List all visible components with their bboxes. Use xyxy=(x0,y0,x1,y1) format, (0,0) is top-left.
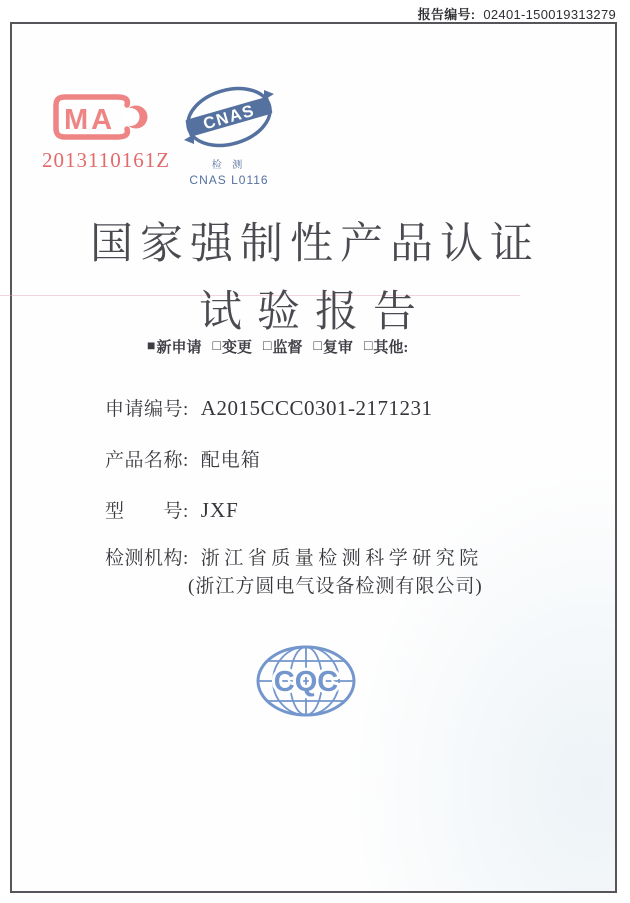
apptype-other-label: 其他: xyxy=(373,340,409,356)
apptype-review xyxy=(313,336,352,357)
application-number-value: A2015CCC0301-2171231 xyxy=(200,396,433,420)
apptype-new-label: 新申请 xyxy=(156,340,202,356)
apptype-change-label: 变更 xyxy=(221,340,252,356)
apptype-supervision-label: 监督 xyxy=(272,340,303,356)
test-org-value: 浙江省质量检测科学研究院 xyxy=(200,548,483,569)
checked-checkbox-icon: ■ xyxy=(147,338,156,354)
apptype-other xyxy=(364,336,408,357)
cma-letters: MA xyxy=(64,104,116,136)
application-type-row xyxy=(147,336,408,357)
test-org-subsidiary-value: (浙江方圆电气设备检测有限公司) xyxy=(188,576,483,597)
report-number-value: 02401-150019313279 xyxy=(483,7,616,22)
model-label: 型 号: xyxy=(105,501,189,522)
apptype-review-label: 复审 xyxy=(322,340,353,356)
cqc-letters: CQC xyxy=(273,666,339,698)
apptype-supervision xyxy=(263,336,302,357)
field-model xyxy=(105,496,239,523)
report-number xyxy=(418,4,616,23)
cnas-band-text: CNAS xyxy=(201,101,257,134)
unchecked-checkbox-icon: □ xyxy=(313,338,322,354)
product-name-value: 配电箱 xyxy=(200,450,261,471)
unchecked-checkbox-icon: □ xyxy=(212,338,221,354)
report-title-line1: 国家强制性产品认证 xyxy=(90,221,540,268)
cqc-globe-icon xyxy=(254,643,358,721)
report-title-line2: 试验报告 xyxy=(199,289,431,336)
model-value: JXF xyxy=(200,498,239,522)
apptype-change xyxy=(212,336,251,357)
report-number-label: 报告编号: xyxy=(417,7,476,22)
application-number-label: 申请编号: xyxy=(105,399,189,420)
apptype-new xyxy=(147,336,201,357)
cnas-mark xyxy=(181,84,277,187)
unchecked-checkbox-icon: □ xyxy=(363,338,373,354)
unchecked-checkbox-icon: □ xyxy=(262,338,272,354)
cnas-lab-code: CNAS L0116 xyxy=(189,173,269,187)
field-product-name xyxy=(105,445,261,472)
product-name-label: 产品名称: xyxy=(105,450,189,471)
cqc-mark xyxy=(254,643,358,726)
field-application-number xyxy=(105,394,432,421)
cma-logo-icon xyxy=(51,92,151,142)
cnas-caption: 检 测 xyxy=(211,160,247,171)
field-test-organization xyxy=(105,543,483,570)
cnas-logo-icon xyxy=(181,84,277,150)
cma-accreditation-code: 2013110161Z xyxy=(42,148,171,172)
test-org-label: 检测机构: xyxy=(105,548,189,569)
cma-mark xyxy=(42,92,171,173)
